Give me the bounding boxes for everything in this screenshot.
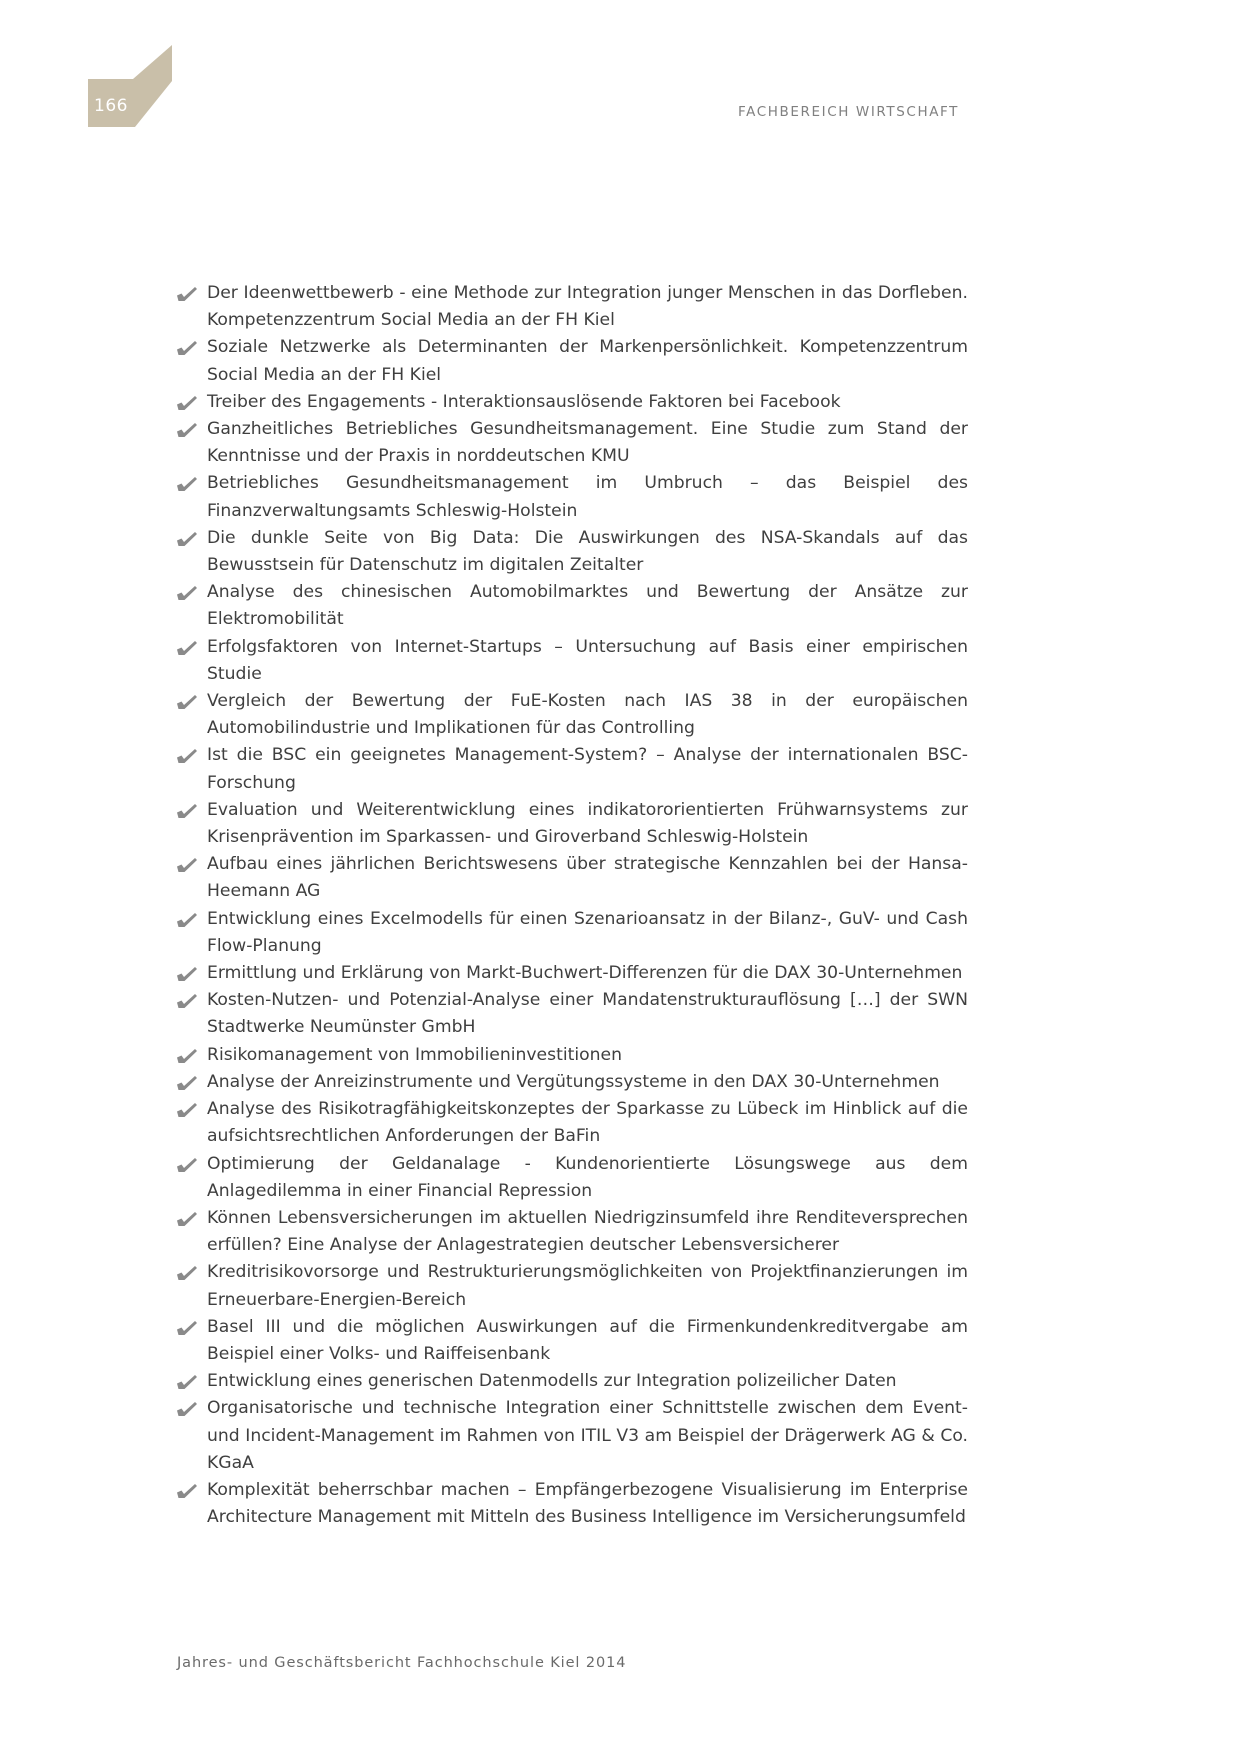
- check-icon: [176, 640, 198, 656]
- list-item: [176, 416, 968, 470]
- check-icon: [176, 286, 198, 302]
- thesis-title: Betriebliches Gesundheitsmanagement im Umbruch – das Beispiel des Finanzverwaltungsamts Schleswig-Holstein: [207, 473, 968, 521]
- list-item: [176, 634, 968, 688]
- thesis-title: Ganzheitliches Betriebliches Gesundheitsmanagement. Eine Studie zum Stand der Kenntnisse und der Praxis in norddeutschen KMU: [207, 419, 968, 467]
- thesis-title: Risikomanagement von Immobilieninvestitionen: [207, 1044, 622, 1065]
- thesis-title: Evaluation und Weiterentwicklung eines indikatororientierten Frühwarnsystems zur Krisenprävention im Sparkassen- und Giroverband Schleswig-Holstein: [207, 799, 968, 848]
- check-icon: [176, 966, 198, 982]
- thesis-title: Optimierung der Geldanalage - Kundenorientierte Lösungswege aus dem Anlagedilemma in einer Financial Repression: [207, 1153, 968, 1201]
- thesis-title: Analyse des chinesischen Automobilmarktes und Bewertung der Ansätze zur Elektromobilität: [207, 582, 968, 630]
- list-item: [176, 1368, 968, 1395]
- check-icon: [176, 340, 198, 356]
- list-item: [176, 525, 968, 579]
- thesis-title: Der Ideenwettbewerb - eine Methode zur Integration junger Menschen in das Dorfleben. Kompetenzzentrum Social Media an der FH Kiel: [207, 283, 968, 331]
- check-icon: [176, 1075, 198, 1091]
- page-footer: Jahres- und Geschäftsbericht Fachhochschule Kiel 2014: [177, 1655, 627, 1671]
- list-item: [176, 960, 968, 987]
- check-icon: [176, 1265, 198, 1281]
- thesis-title: Die dunkle Seite von Big Data: Die Auswirkungen des NSA-Skandals auf das Bewusstsein für Datenschutz im digitalen Zeitalter: [207, 527, 968, 576]
- thesis-title: Können Lebensversicherungen im aktuellen Niedrigzinsumfeld ihre Renditeversprechen erfüllen? Eine Analyse der Anlagestrategien deutscher Lebensversicherer: [207, 1207, 968, 1256]
- thesis-list: [176, 280, 968, 1531]
- thesis-title: Ermittlung und Erklärung von Markt-Buchwert-Differenzen für die DAX 30-Unternehmen: [207, 963, 963, 984]
- check-icon: [176, 1483, 198, 1499]
- check-icon: [176, 1102, 198, 1118]
- check-icon: [176, 1374, 198, 1390]
- thesis-title: Analyse der Anreizinstrumente und Vergütungssysteme in den DAX 30-Unternehmen: [207, 1071, 940, 1092]
- list-item: [176, 1096, 968, 1150]
- list-item: [176, 1259, 968, 1313]
- list-item: [176, 797, 968, 851]
- check-icon: [176, 993, 198, 1009]
- thesis-title: Komplexität beherrschbar machen – Empfängerbezogene Visualisierung im Enterprise Architecture Management mit Mitteln des Business Intelligence im Versicherungsumfeld: [207, 1479, 968, 1528]
- thesis-title: Entwicklung eines Excelmodells für einen Szenarioansatz in der Bilanz-, GuV- und Cash Flow-Planung: [207, 908, 968, 956]
- thesis-title: Erfolgsfaktoren von Internet-Startups – Untersuchung auf Basis einer empirischen Studie: [207, 636, 968, 684]
- thesis-title: Treiber des Engagements - Interaktionsauslösende Faktoren bei Facebook: [207, 391, 841, 412]
- thesis-title: Analyse des Risikotragfähigkeitskonzeptes der Sparkasse zu Lübeck im Hinblick auf die aufsichtsrechtlichen Anforderungen der BaFin: [207, 1099, 968, 1147]
- check-icon: [176, 1320, 198, 1336]
- list-item: [176, 389, 968, 416]
- check-icon: [176, 531, 198, 547]
- check-icon: [176, 1048, 198, 1064]
- list-item: [176, 1395, 968, 1477]
- check-icon: [176, 694, 198, 710]
- list-item: [176, 987, 968, 1041]
- section-header: FACHBEREICH WIRTSCHAFT: [738, 104, 959, 120]
- list-item: [176, 579, 968, 633]
- check-icon: [176, 395, 198, 411]
- thesis-title: Vergleich der Bewertung der FuE-Kosten nach IAS 38 in der europäischen Automobilindustrie und Implikationen für das Controlling: [207, 691, 968, 739]
- list-item: [176, 851, 968, 905]
- thesis-title: Kosten-Nutzen- und Potenzial-Analyse einer Mandatenstrukturauflösung […] der SWN Stadtwerke Neumünster GmbH: [207, 990, 968, 1038]
- list-item: [176, 334, 968, 388]
- list-item: [176, 1151, 968, 1205]
- check-icon: [176, 1211, 198, 1227]
- thesis-title: Aufbau eines jährlichen Berichtswesens über strategische Kennzahlen bei der Hansa-Heemann AG: [207, 854, 968, 902]
- thesis-title: Organisatorische und technische Integration einer Schnittstelle zwischen dem Event- und Incident-Management im Rahmen von ITIL V3 am Beispiel der Drägerwerk AG & Co. KGaA: [207, 1398, 968, 1473]
- list-item: [176, 688, 968, 742]
- check-icon: [176, 857, 198, 873]
- check-icon: [176, 803, 198, 819]
- check-icon: [176, 748, 198, 764]
- list-item: [176, 470, 968, 524]
- thesis-title: Ist die BSC ein geeignetes Management-System? – Analyse der internationalen BSC-Forschung: [207, 745, 968, 793]
- page-number: 166: [94, 96, 128, 116]
- list-item: [176, 1042, 968, 1069]
- list-item: [176, 1205, 968, 1259]
- list-item: [176, 906, 968, 960]
- check-icon: [176, 585, 198, 601]
- check-icon: [176, 476, 198, 492]
- check-icon: [176, 912, 198, 928]
- list-item: [176, 1069, 968, 1096]
- check-icon: [176, 1401, 198, 1417]
- list-item: [176, 1477, 968, 1531]
- thesis-title: Basel III und die möglichen Auswirkungen auf die Firmenkundenkreditvergabe am Beispiel einer Volks- und Raiffeisenbank: [207, 1316, 968, 1364]
- check-icon: [176, 1157, 198, 1173]
- thesis-title: Kreditrisikovorsorge und Restrukturierungsmöglichkeiten von Projektfinanzierungen im Erneuerbare-Energien-Bereich: [207, 1262, 968, 1310]
- list-item: [176, 742, 968, 796]
- list-item: [176, 280, 968, 334]
- list-item: [176, 1314, 968, 1368]
- thesis-title: Entwicklung eines generischen Datenmodells zur Integration polizeilicher Daten: [207, 1371, 897, 1392]
- thesis-title: Soziale Netzwerke als Determinanten der Markenpersönlichkeit. Kompetenzzentrum Social Media an der FH Kiel: [207, 337, 968, 385]
- check-icon: [176, 422, 198, 438]
